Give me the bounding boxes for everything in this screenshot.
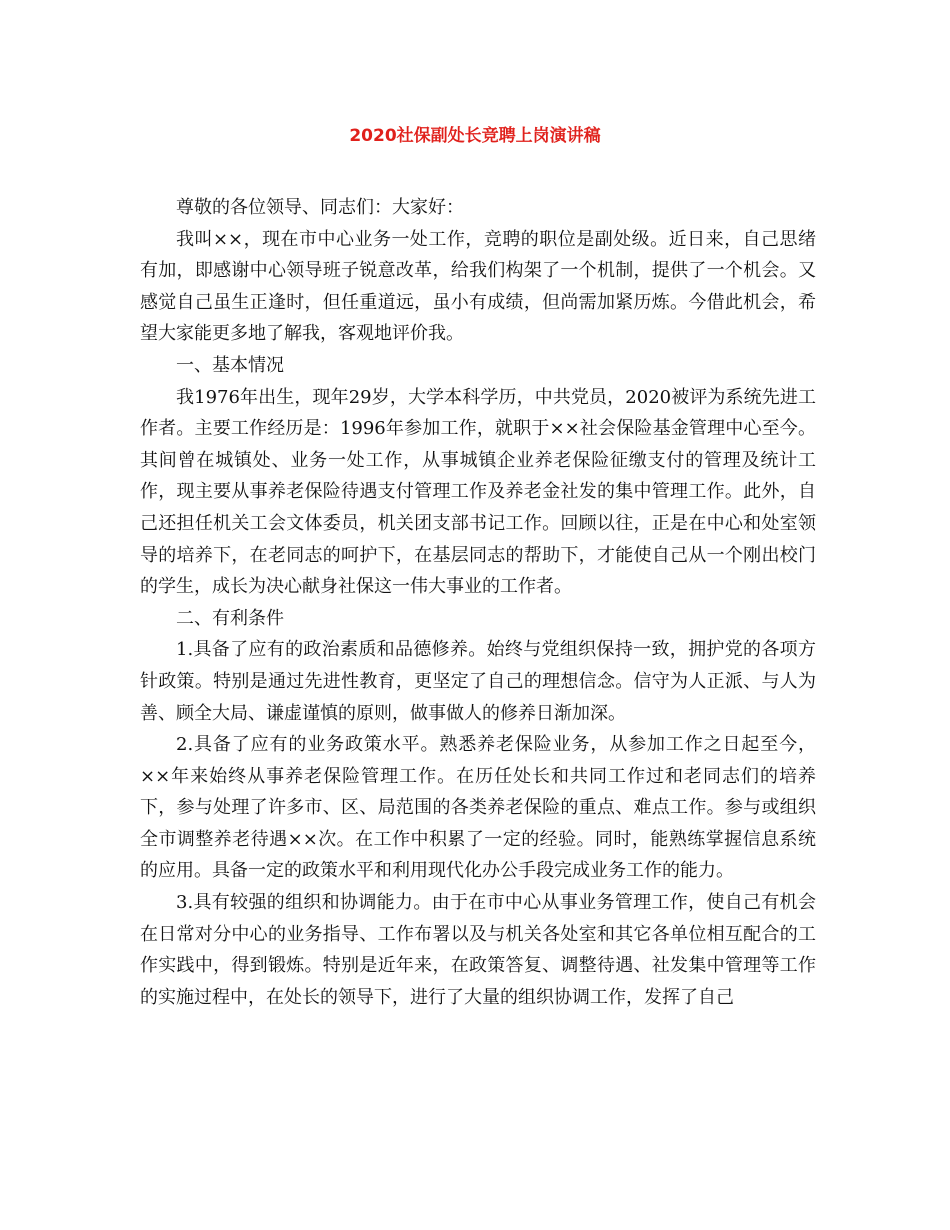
paragraph-advantage-1: 1.具备了应有的政治素质和品德修养。始终与党组织保持一致，拥护党的各项方针政策。特别是通过先进性教育，更坚定了自己的理想信念。信守为人正派、与人为善、顾全大局、谦虚谨慎的原则，做事做人的修养日渐加深。 (140, 639, 816, 724)
paragraph-advantage-3: 3.具有较强的组织和协调能力。由于在市中心从事业务管理工作，使自己有机会在日常对分中心的业务指导、工作布署以及与机关各处室和其它各单位相互配合的工作实践中，得到锻炼。特别是近年来，在政策答复、调整待遇、社发集中管理等工作的实施过程中，在处长的领导下，进行了大量的组织协调工作，发挥了自己 (140, 892, 816, 1008)
section-heading-basic-info: 一、基本情况 (176, 354, 284, 376)
paragraph-advantage-2: 2.具备了应有的业务政策水平。熟悉养老保险业务，从参加工作之日起至今，××年来始终从事养老保险管理工作。在历任处长和共同工作过和老同志们的培养下，参与处理了许多市、区、局范围的各类养老保险的重点、难点工作。参与或组织全市调整养老待遇××次。在工作中积累了一定的经验。同时，能熟练掌握信息系统的应用。具备一定的政策水平和利用现代化办公手段完成业务工作的能力。 (140, 734, 816, 882)
paragraph-introduction: 我叫××，现在市中心业务一处工作，竞聘的职位是副处级。近日来，自己思绪有加，即感谢中心领导班子锐意改革，给我们构架了一个机制，提供了一个机会。又感觉自己虽生正逢时，但任重道远，虽小有成绩，但尚需加紧历炼。今借此机会，希望大家能更多地了解我，客观地评价我。 (140, 228, 816, 345)
document-body (140, 192, 816, 1013)
paragraph-greeting: 尊敬的各位领导、同志们：大家好： (176, 197, 464, 218)
paragraph-basic-info: 我1976年出生，现年29岁，大学本科学历，中共党员，2020被评为系统先进工作者。主要工作经历是：1996年参加工作，就职于××社会保险基金管理中心至今。其间曾在城镇处、业务一处工作，从事城镇企业养老保险征缴支付的管理及统计工作，现主要从事养老保险待遇支付管理工作及养老金社发的集中管理工作。此外，自己还担任机关工会文体委员，机关团支部书记工作。回顾以往，正是在中心和处室领导的培养下，在老同志的呵护下，在基层同志的帮助下，才能使自己从一个刚出校门的学生，成长为决心献身社保这一伟大事业的工作者。 (140, 386, 816, 598)
section-heading-advantages: 二、有利条件 (176, 607, 284, 629)
document-title: 2020社保副处长竞聘上岗演讲稿 (349, 126, 601, 146)
